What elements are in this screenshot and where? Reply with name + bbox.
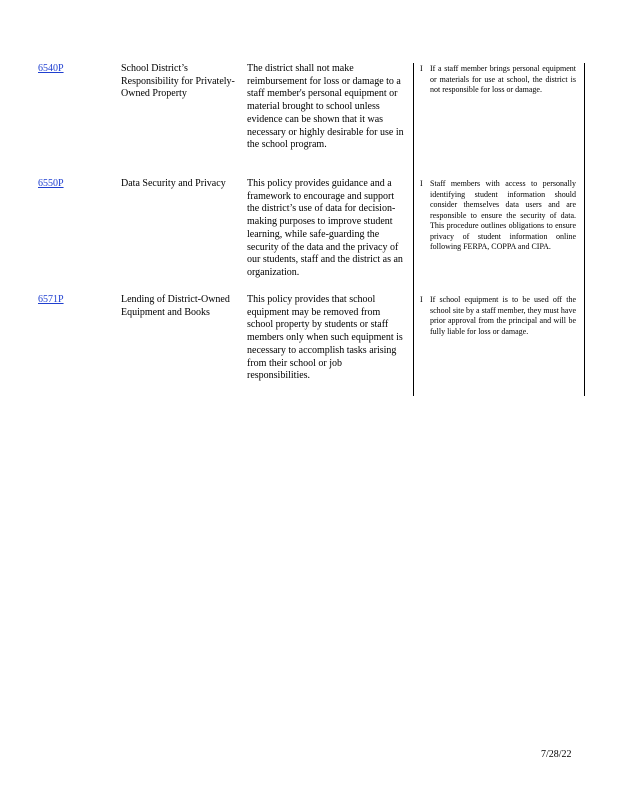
policy-title: Lending of District-Owned Equipment and Books xyxy=(121,294,230,318)
policy-code-link[interactable]: 6540P xyxy=(38,63,64,74)
column-divider-left xyxy=(413,63,414,396)
procedure-text: Staff members with access to personally identifying student information should consider themselves data users and are responsible to ensure the security of data. This procedure outlines obligations to ensure privacy of student information online following FERPA, COPPA and CIPA. xyxy=(430,179,576,251)
policy-title: Data Security and Privacy xyxy=(121,178,226,189)
policy-code-link[interactable]: 6550P xyxy=(38,178,64,189)
procedure-marker: I xyxy=(420,179,423,188)
footer-date: 7/28/22 xyxy=(541,749,572,760)
policy-description: This policy provides that school equipment may be removed from school property by students or staff members only when such equipment is necessary to accomplish tasks arising from their school or job responsibilities. xyxy=(247,294,403,382)
policy-title: School District’s Responsibility for Privately-Owned Property xyxy=(121,63,235,99)
procedure-text: If school equipment is to be used off the school site by a staff member, they must have prior approval from the principal and will be fully liable for loss or damage. xyxy=(430,295,576,336)
procedure-marker: I xyxy=(420,64,423,73)
procedure-marker: I xyxy=(420,295,423,304)
column-divider-right xyxy=(584,63,585,396)
policy-description: This policy provides guidance and a framework to encourage and support the district’s use of data for decision-making purposes to improve student learning, while safe-guarding the security of the data and the privacy of our students, staff and the district as an organization. xyxy=(247,178,403,278)
policy-code-link[interactable]: 6571P xyxy=(38,294,64,305)
procedure-text: If a staff member brings personal equipment or materials for use at school, the district is not responsible for loss or damage. xyxy=(430,64,576,94)
policy-description: The district shall not make reimbursement for loss or damage to a staff member's personal equipment or material brought to school unless evidence can be shown that it was necessary or highly desirable for use in the school program. xyxy=(247,63,404,151)
